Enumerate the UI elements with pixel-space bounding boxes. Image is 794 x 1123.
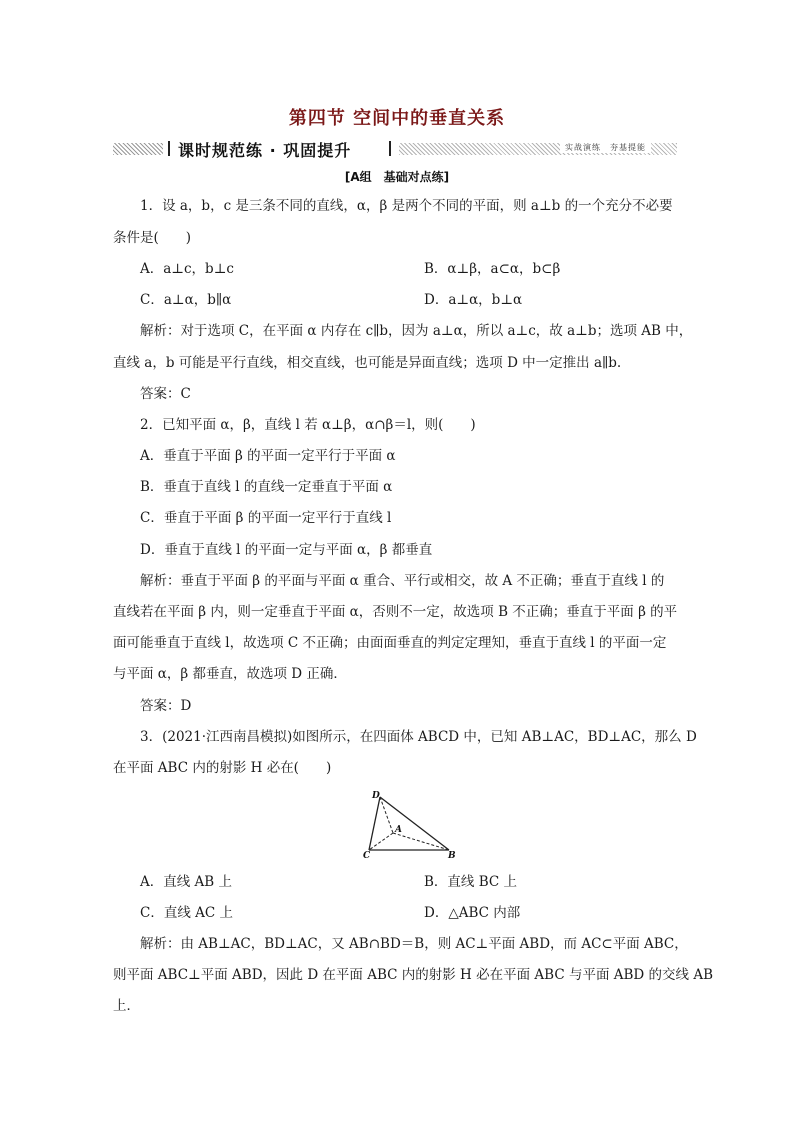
q1-option-b: B．α⊥β，a⊂α，b⊂β <box>424 261 561 277</box>
q3-stem-line2: 在平面 ABC 内的射影 H 必在( ) <box>113 760 332 776</box>
banner-bar-right <box>389 141 391 156</box>
q3-stem-line1: 3．(2021·江西南昌模拟)如图所示，在四面体 ABCD 中，已知 AB⊥AC，BD⊥AC，那么 D <box>140 729 697 745</box>
group-label: [A组 基础对点练] <box>344 170 450 184</box>
q1-analysis-line1: 解析：对于选项 C，在平面 α 内存在 c∥b，因为 a⊥α，所以 a⊥c，故 a⊥b；选项 AB 中， <box>140 323 693 339</box>
label-a: A <box>395 825 402 835</box>
q1-option-a: A．a⊥c，b⊥c <box>140 261 234 277</box>
q2-option-b: B．垂直于直线 l 的直线一定垂直于平面 α <box>140 479 393 495</box>
q3-option-d: D．△ABC 内部 <box>424 905 521 921</box>
edge-db <box>380 797 449 850</box>
q2-option-c: C．垂直于平面 β 的平面一定平行于直线 l <box>140 510 392 526</box>
page-title: 第四节 空间中的垂直关系 <box>288 108 506 129</box>
banner-bar-left <box>168 141 170 156</box>
q1-option-c: C．a⊥α，b∥α <box>140 292 232 308</box>
q3-option-a: A．直线 AB 上 <box>140 874 233 890</box>
edge-ab-hidden <box>393 833 449 850</box>
q2-answer: 答案：D <box>140 698 192 714</box>
q1-analysis-line2: 直线 a，b 可能是平行直线，相交直线，也可能是异面直线；选项 D 中一定推出 a∥b. <box>113 355 622 371</box>
tetrahedron-figure <box>355 787 467 861</box>
banner-tag: 实战演练 夯基提能 <box>560 142 651 153</box>
q3-analysis-line2: 则平面 ABC⊥平面 ABD，因此 D 在平面 ABC 内的射影 H 必在平面 ABC 与平面 ABD 的交线 AB <box>113 967 713 983</box>
q2-analysis-line3: 面可能垂直于直线 l，故选项 C 不正确；由面面垂直的判定定理知，垂直于直线 l 的平面一定 <box>113 635 667 651</box>
edge-dc <box>369 797 380 850</box>
q1-stem-line1: 1．设 a，b，c 是三条不同的直线，α，β 是两个不同的平面，则 a⊥b 的一个充分不必要 <box>140 198 673 214</box>
q2-option-d: D．垂直于直线 l 的平面一定与平面 α，β 都垂直 <box>140 542 433 558</box>
label-d: D <box>372 791 380 801</box>
label-c: C <box>363 851 371 861</box>
q2-analysis-line2: 直线若在平面 β 内，则一定垂直于平面 α，否则不一定，故选项 B 不正确；垂直于平面 β 的平 <box>113 604 678 620</box>
q3-analysis-line1: 解析：由 AB⊥AC，BD⊥AC，又 AB∩BD＝B，则 AC⊥平面 ABD，而 AC⊂平面 ABC， <box>140 936 688 952</box>
q2-option-a: A．垂直于平面 β 的平面一定平行于平面 α <box>140 448 396 464</box>
q3-option-b: B．直线 BC 上 <box>424 874 518 890</box>
q1-option-d: D．a⊥α，b⊥α <box>424 292 523 308</box>
section-banner <box>113 140 677 158</box>
q1-stem-line2: 条件是( ) <box>113 230 192 246</box>
q2-stem: 2．已知平面 α，β，直线 l 若 α⊥β，α∩β＝l，则( ) <box>140 417 476 433</box>
banner-title: 课时规范练 · 巩固提升 <box>178 141 352 160</box>
q2-analysis-line1: 解析：垂直于平面 β 的平面与平面 α 重合、平行或相交，故 A 不正确；垂直于直线 l 的 <box>140 573 665 589</box>
q2-analysis-line4: 与平面 α，β 都垂直，故选项 D 正确． <box>113 666 347 682</box>
q1-answer: 答案：C <box>140 386 191 402</box>
banner-hatch-left <box>113 143 163 155</box>
label-b: B <box>448 851 456 861</box>
q3-analysis-line3: 上． <box>113 998 140 1014</box>
q3-option-c: C．直线 AC 上 <box>140 905 233 921</box>
